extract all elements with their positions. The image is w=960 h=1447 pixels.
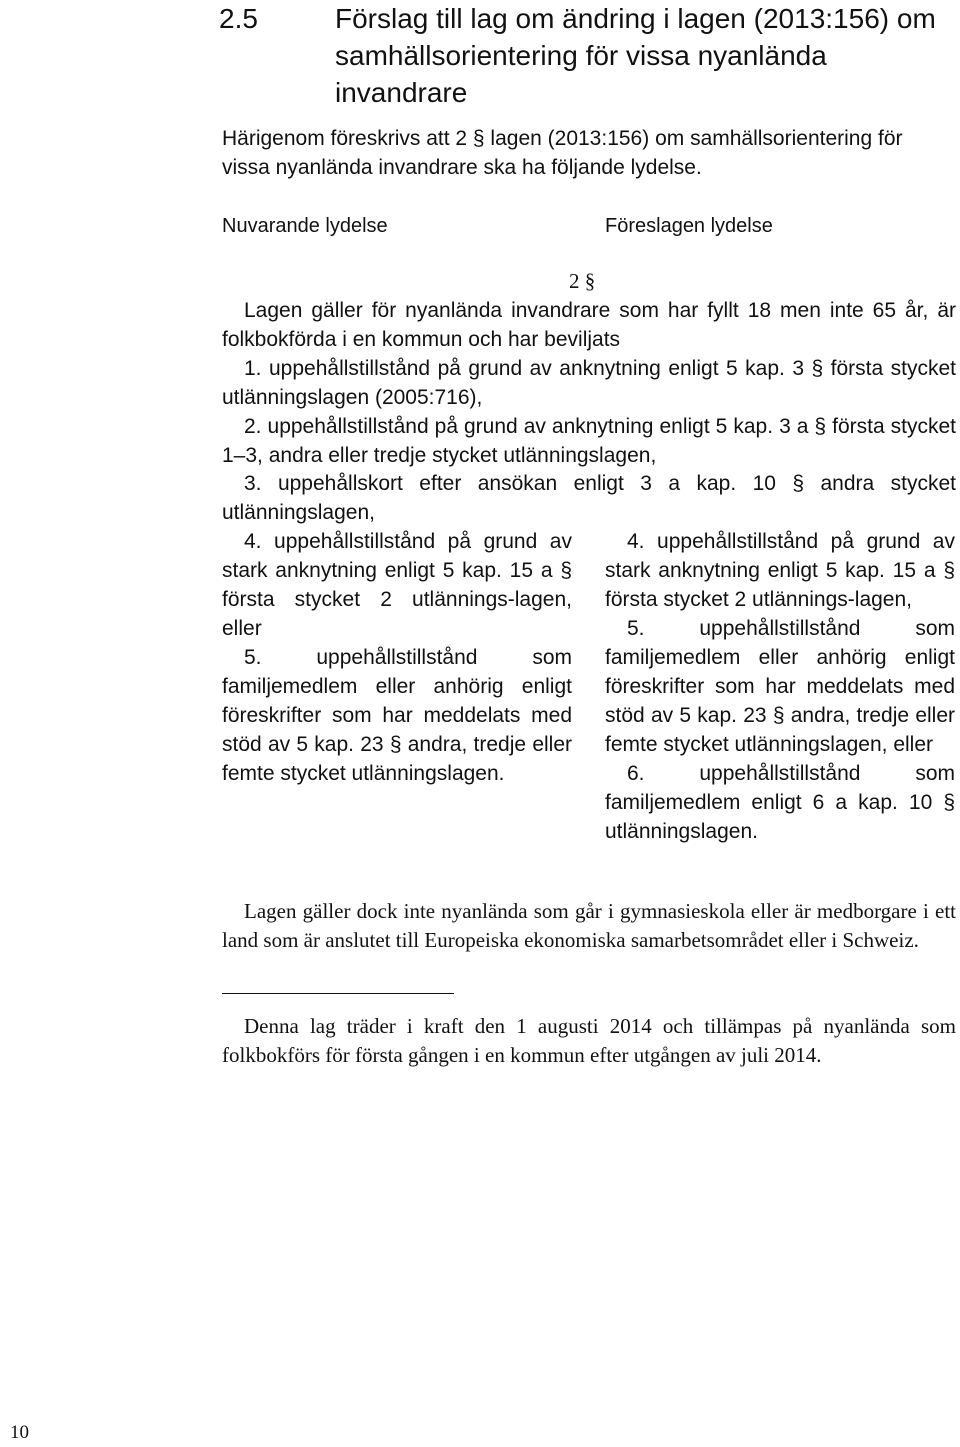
proposed-item-6: 6. uppehållstillstånd som familjemedlem enligt 6 a kap. 10 § utlänningslagen. [605, 762, 955, 843]
current-item-5: 5. uppehållstillstånd som familjemedlem eller anhörig enligt föreskrifter som har meddelats med stöd av 5 kap. 23 § andra, tredje eller femte stycket utlänningslagen. [222, 646, 572, 785]
transition-rule [222, 993, 454, 994]
section-marker: 2 § [569, 269, 596, 293]
proposed-item-4: 4. uppehållstillstånd på grund av stark anknytning enligt 5 kap. 15 a § första stycket 2 utlännings-lagen, [605, 530, 955, 611]
closing-paragraph: Lagen gäller dock inte nyanlända som går i gymnasieskola eller är medborgare i ett land som är anslutet till Europeiska ekonomiska samarbetsområdet eller i Schweiz. [222, 899, 956, 952]
transition-provision: Denna lag träder i kraft den 1 augusti 2014 och tillämpas på nyanlända som folkbokförs för första gången i en kommun efter utgången av juli 2014. [222, 1014, 956, 1067]
common-item-3: 3. uppehållskort efter ansökan enligt 3 a kap. 10 § andra stycket utlänningslagen, [222, 472, 956, 524]
proposed-text-column [605, 527, 955, 846]
intro-paragraph: Härigenom föreskrivs att 2 § lagen (2013:156) om samhällsorientering för vissa nyanlända invandrare ska ha följande lydelse. [222, 127, 903, 179]
heading-title: Förslag till lag om ändring i lagen (2013:156) om samhällsorientering för vissa nyanlända invandrare [335, 3, 936, 108]
proposed-item-5: 5. uppehållstillstånd som familjemedlem eller anhörig enligt föreskrifter som har meddelats med stöd av 5 kap. 23 § andra, tredje eller femte stycket utlänningslagen, eller [605, 617, 955, 756]
common-item-2: 2. uppehållstillstånd på grund av anknytning enligt 5 kap. 3 a § första stycket 1–3, andra eller tredje stycket utlänningslagen, [222, 415, 956, 467]
column-header-proposed: Föreslagen lydelse [605, 215, 773, 237]
current-text-column [222, 527, 572, 788]
common-item-1: 1. uppehållstillstånd på grund av anknytning enligt 5 kap. 3 § första stycket utlänningslagen (2005:716), [222, 357, 956, 409]
page-number: 10 [10, 1422, 29, 1443]
column-header-current: Nuvarande lydelse [222, 215, 388, 237]
current-item-4: 4. uppehållstillstånd på grund av stark anknytning enligt 5 kap. 15 a § första stycket 2 utlännings-lagen, eller [222, 530, 572, 640]
common-paragraph-intro: Lagen gäller för nyanlända invandrare som har fyllt 18 men inte 65 år, är folkbokförda i en kommun och har beviljats [222, 299, 956, 351]
heading-number: 2.5 [219, 3, 258, 34]
